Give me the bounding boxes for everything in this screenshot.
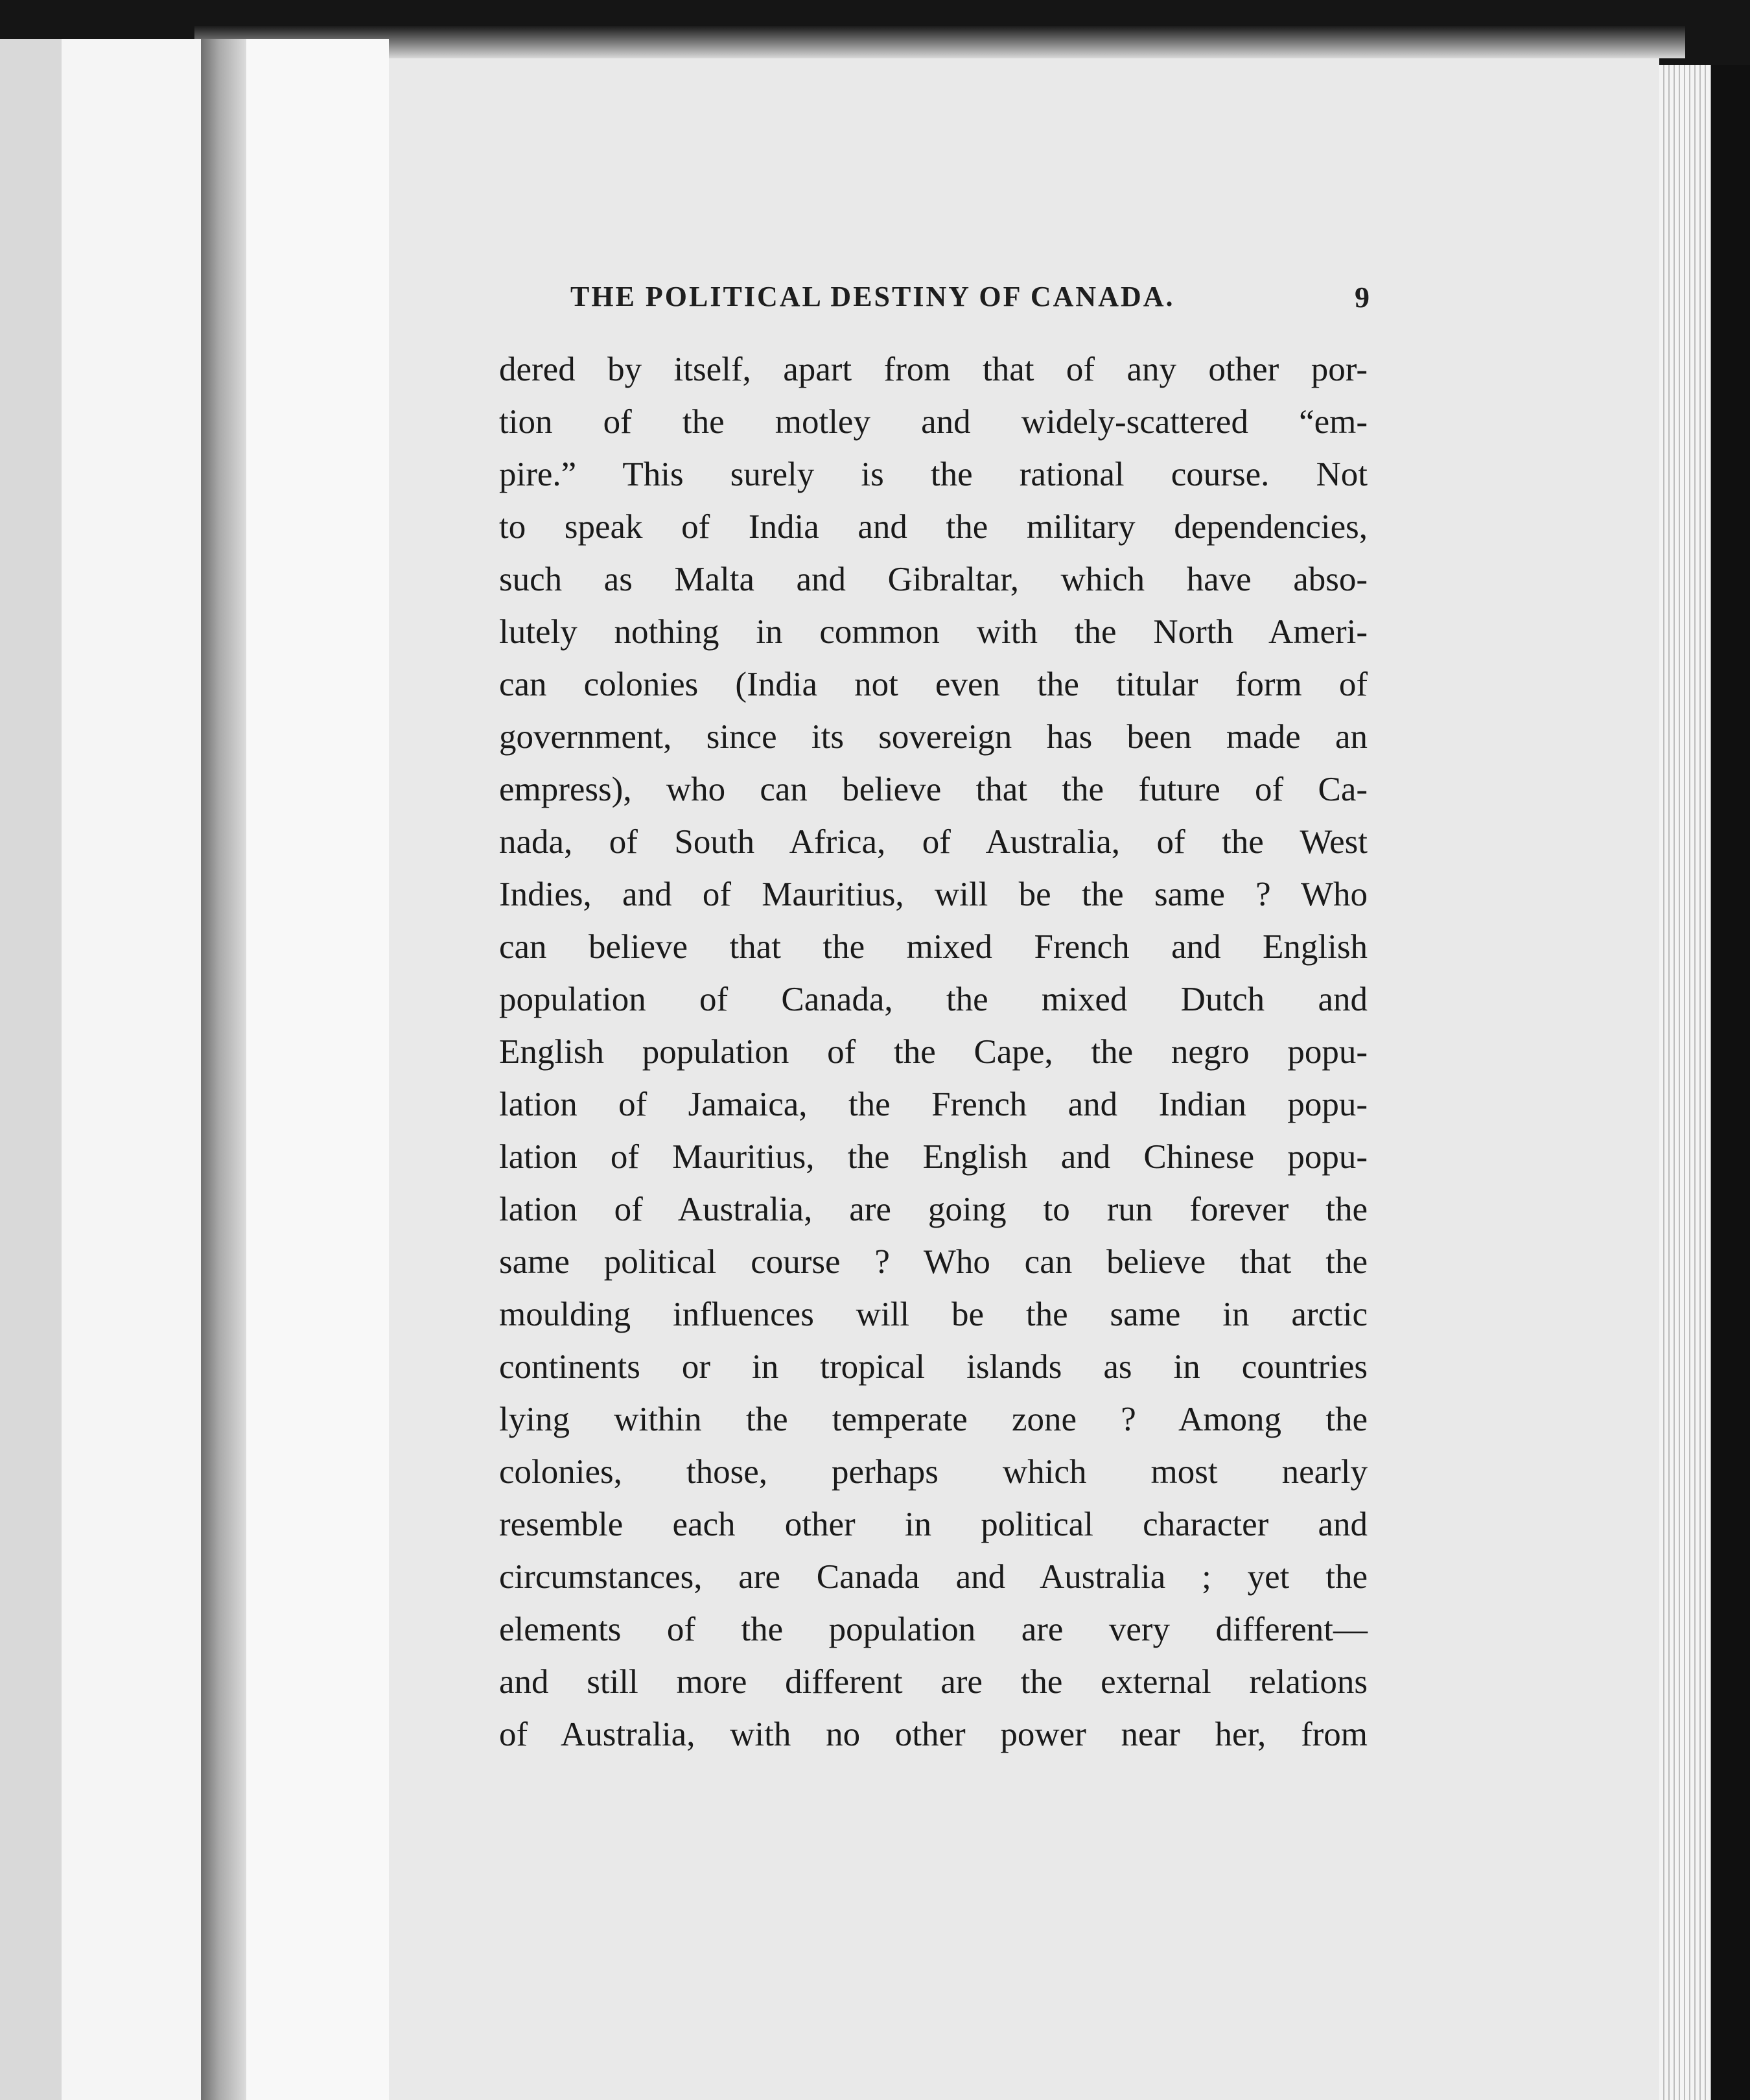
text-line: moulding influences will be the same in arctic — [499, 1296, 1368, 1333]
text-line: population of Canada, the mixed Dutch and — [499, 981, 1368, 1018]
text-line: dered by itself, apart from that of any other por- — [499, 351, 1368, 388]
text-line: circumstances, are Canada and Australia ; yet the — [499, 1558, 1368, 1596]
text-line: English population of the Cape, the negro popu- — [499, 1033, 1368, 1071]
page-number: 9 — [1355, 281, 1370, 314]
text-line: colonies, those, perhaps which most nearly — [499, 1453, 1368, 1491]
text-line: lation of Jamaica, the French and Indian popu- — [499, 1086, 1368, 1123]
gutter-margin — [246, 39, 389, 2100]
text-line: to speak of India and the military dependencies, — [499, 508, 1368, 546]
text-line: lation of Australia, are going to run forever the — [499, 1191, 1368, 1228]
text-line: continents or in tropical islands as in countries — [499, 1348, 1368, 1386]
text-line: such as Malta and Gibraltar, which have abso- — [499, 561, 1368, 598]
text-line: Indies, and of Mauritius, will be the same ? Who — [499, 876, 1368, 913]
page-stack-edge — [1659, 65, 1711, 2100]
text-line: government, since its sovereign has been made an — [499, 718, 1368, 756]
text-line: empress), who can believe that the future of Ca- — [499, 771, 1368, 808]
running-head: THE POLITICAL DESTINY OF CANADA. — [570, 281, 1175, 312]
text-line: can believe that the mixed French and English — [499, 928, 1368, 966]
text-line: pire.” This surely is the rational course. Not — [499, 456, 1368, 493]
text-line: resemble each other in political character and — [499, 1506, 1368, 1543]
text-line: lutely nothing in common with the North Ameri- — [499, 613, 1368, 651]
left-page-edge — [0, 39, 62, 2100]
book-gutter — [201, 39, 246, 2100]
top-page-edge — [194, 26, 1685, 58]
text-line: and still more different are the external relations — [499, 1663, 1368, 1701]
text-line: of Australia, with no other power near her, from — [499, 1716, 1368, 1753]
page-stack-shadow — [1711, 65, 1750, 2100]
body-text — [499, 344, 1368, 1761]
text-line: lation of Mauritius, the English and Chinese popu- — [499, 1138, 1368, 1176]
text-line: can colonies (India not even the titular form of — [499, 666, 1368, 703]
text-line: same political course ? Who can believe that the — [499, 1243, 1368, 1281]
text-line: lying within the temperate zone ? Among the — [499, 1401, 1368, 1438]
text-line: elements of the population are very different— — [499, 1611, 1368, 1648]
text-line: nada, of South Africa, of Australia, of the West — [499, 823, 1368, 861]
text-line: tion of the motley and widely-scattered “em- — [499, 403, 1368, 441]
left-page-margin — [62, 39, 201, 2100]
